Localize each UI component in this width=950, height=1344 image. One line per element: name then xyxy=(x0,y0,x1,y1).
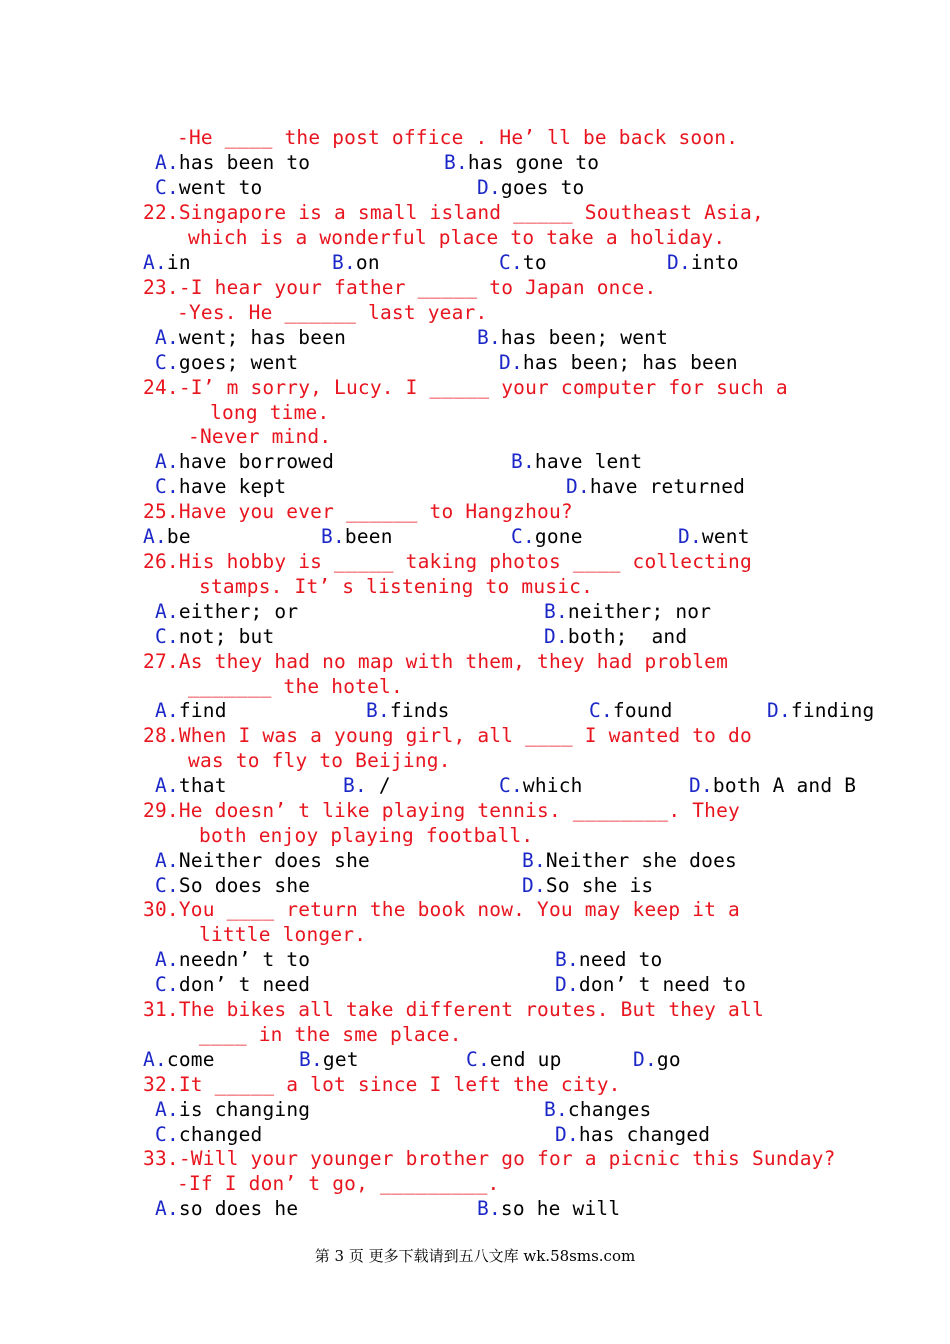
answer-option-c xyxy=(155,351,298,375)
answer-option-a xyxy=(155,948,310,972)
option-text: which xyxy=(522,774,583,797)
option-letter: A xyxy=(155,1197,167,1220)
option-letter: A xyxy=(143,1048,155,1071)
option-letter: C xyxy=(155,1123,167,1146)
answer-option-a xyxy=(143,1048,215,1072)
answer-option-d xyxy=(544,625,687,649)
option-letter: B xyxy=(332,251,344,274)
question-line: 23.-I hear your father _____ to Japan once. xyxy=(143,276,657,299)
answer-option-c xyxy=(499,251,547,275)
answer-option-d xyxy=(555,973,746,997)
option-dot: . xyxy=(166,176,179,199)
option-dot: . xyxy=(488,1197,501,1220)
answer-option-b xyxy=(299,1048,359,1072)
option-dot: . xyxy=(566,973,579,996)
option-dot: . xyxy=(510,251,523,274)
option-letter: B xyxy=(343,774,355,797)
option-letter: A xyxy=(155,600,167,623)
option-text: is changing xyxy=(178,1098,311,1121)
answer-option-b xyxy=(343,774,391,798)
option-dot: . xyxy=(522,525,535,548)
option-letter: A xyxy=(143,251,155,274)
answer-option-d xyxy=(566,475,745,499)
question-line: 25.Have you ever ______ to Hangzhou? xyxy=(143,500,573,523)
answer-option-d xyxy=(678,525,750,549)
option-text: went; has been xyxy=(178,326,347,349)
answer-option-d xyxy=(689,774,856,798)
option-dot: . xyxy=(166,774,179,797)
option-text: to xyxy=(522,251,547,274)
question-line: 26.His hobby is _____ taking photos ____ collecting xyxy=(143,550,752,573)
question-line: -He ____ the post office . He’ ll be back soon. xyxy=(177,126,739,149)
option-dot: . xyxy=(310,1048,323,1071)
option-dot: . xyxy=(689,525,702,548)
option-text: has been; has been xyxy=(522,351,738,374)
option-dot: . xyxy=(154,525,167,548)
option-dot: . xyxy=(678,251,691,274)
option-text: either; or xyxy=(178,600,299,623)
option-text: be xyxy=(166,525,191,548)
option-text: so he will xyxy=(500,1197,621,1220)
option-dot: . xyxy=(555,1098,568,1121)
option-text: Neither does she xyxy=(178,849,370,872)
question-line: 22.Singapore is a small island _____ Southeast Asia, xyxy=(143,201,764,224)
option-dot: . xyxy=(700,774,713,797)
option-dot: . xyxy=(566,948,579,971)
answer-option-c xyxy=(155,1123,263,1147)
question-line: 32.It _____ a lot since I left the city. xyxy=(143,1073,621,1096)
answer-option-b xyxy=(332,251,380,275)
option-text: in xyxy=(166,251,191,274)
option-text: end up xyxy=(489,1048,562,1071)
option-dot: . xyxy=(510,774,523,797)
option-text: not; but xyxy=(178,625,275,648)
option-text: So does she xyxy=(178,874,311,897)
option-text: has gone to xyxy=(467,151,600,174)
option-dot: . xyxy=(510,351,523,374)
option-dot: . xyxy=(455,151,468,174)
option-text: changed xyxy=(178,1123,263,1146)
question-line: was to fly to Beijing. xyxy=(188,749,451,772)
answer-option-c xyxy=(155,874,310,898)
question-line: _______ the hotel. xyxy=(188,675,403,698)
answer-option-c xyxy=(499,774,583,798)
option-text: both A and B xyxy=(712,774,857,797)
option-text: goes to xyxy=(500,176,585,199)
option-text: both; and xyxy=(567,625,688,648)
option-dot: . xyxy=(644,1048,657,1071)
option-text: finds xyxy=(389,699,450,722)
option-text: neither; nor xyxy=(567,600,712,623)
answer-option-b xyxy=(511,450,642,474)
option-letter: D xyxy=(566,475,578,498)
option-letter: B xyxy=(522,849,534,872)
option-dot: . xyxy=(166,625,179,648)
option-dot: . xyxy=(555,600,568,623)
option-text: has been to xyxy=(178,151,311,174)
answer-option-d xyxy=(767,699,875,723)
option-letter: B xyxy=(299,1048,311,1071)
option-text: so does he xyxy=(178,1197,299,1220)
answer-option-b xyxy=(477,326,668,350)
answer-option-a xyxy=(155,774,227,798)
option-text: that xyxy=(178,774,227,797)
option-letter: D xyxy=(522,874,534,897)
answer-option-a xyxy=(143,251,191,275)
option-text: went xyxy=(701,525,750,548)
option-text: / xyxy=(366,774,391,797)
option-letter: A xyxy=(155,774,167,797)
option-letter: C xyxy=(511,525,523,548)
question-line: little longer. xyxy=(199,923,367,946)
option-letter: B xyxy=(477,1197,489,1220)
option-dot: . xyxy=(166,849,179,872)
answer-option-a xyxy=(155,600,298,624)
answer-option-c xyxy=(155,973,310,997)
option-dot: . xyxy=(166,151,179,174)
option-text: come xyxy=(166,1048,215,1071)
option-dot: . xyxy=(533,874,546,897)
answer-option-a xyxy=(143,525,191,549)
question-line: ____ in the sme place. xyxy=(199,1023,462,1046)
option-letter: D xyxy=(633,1048,645,1071)
option-dot: . xyxy=(166,1123,179,1146)
answer-option-b xyxy=(555,948,663,972)
answer-option-c xyxy=(155,625,274,649)
option-letter: A xyxy=(155,1098,167,1121)
option-text: finding xyxy=(790,699,875,722)
question-line: 30.You ____ return the book now. You may keep it a xyxy=(143,898,740,921)
question-line: 33.-Will your younger brother go for a picnic this Sunday? xyxy=(143,1147,836,1170)
option-dot: . xyxy=(600,699,613,722)
answer-option-d xyxy=(499,351,738,375)
option-dot: . xyxy=(332,525,345,548)
answer-option-c xyxy=(589,699,673,723)
option-text: has been; went xyxy=(500,326,669,349)
option-letter: D xyxy=(767,699,779,722)
answer-option-c xyxy=(155,176,263,200)
option-letter: C xyxy=(155,475,167,498)
option-dot: . xyxy=(488,176,501,199)
question-line: which is a wonderful place to take a holiday. xyxy=(188,226,726,249)
option-letter: A xyxy=(143,525,155,548)
answer-option-a xyxy=(155,1098,310,1122)
option-letter: C xyxy=(466,1048,478,1071)
answer-option-d xyxy=(555,1123,710,1147)
option-dot: . xyxy=(166,1098,179,1121)
question-line: long time. xyxy=(210,401,330,424)
option-dot: . xyxy=(166,1197,179,1220)
option-letter: D xyxy=(678,525,690,548)
question-line: 29.He doesn’ t like playing tennis. ________. They xyxy=(143,799,740,822)
question-line: 24.-I’ m sorry, Lucy. I _____ your computer for such a xyxy=(143,376,788,399)
option-dot: . xyxy=(166,475,179,498)
option-letter: D xyxy=(477,176,489,199)
option-letter: C xyxy=(155,625,167,648)
page-footer: 第 3 页 更多下载请到五八文库 wk.58sms.com xyxy=(314,1247,636,1265)
option-text: gone xyxy=(534,525,583,548)
option-letter: B xyxy=(321,525,333,548)
option-dot: . xyxy=(166,699,179,722)
option-text: found xyxy=(612,699,673,722)
answer-option-d xyxy=(522,874,653,898)
option-dot: . xyxy=(555,625,568,648)
option-text: Neither she does xyxy=(545,849,737,872)
option-text: need to xyxy=(578,948,663,971)
option-letter: A xyxy=(155,849,167,872)
option-text: has changed xyxy=(578,1123,711,1146)
answer-option-a xyxy=(155,151,310,175)
option-text: have kept xyxy=(178,475,287,498)
answer-option-b xyxy=(522,849,737,873)
option-letter: C xyxy=(155,351,167,374)
option-letter: A xyxy=(155,699,167,722)
option-letter: D xyxy=(667,251,679,274)
option-text: don’ t need to xyxy=(578,973,747,996)
question-line: 28.When I was a young girl, all ____ I wanted to do xyxy=(143,724,752,747)
question-line: stamps. It’ s listening to music. xyxy=(199,575,594,598)
question-line: 31.The bikes all take different routes. But they all xyxy=(143,998,764,1021)
option-letter: B xyxy=(511,450,523,473)
answer-option-d xyxy=(667,251,739,275)
answer-option-b xyxy=(444,151,599,175)
option-letter: D xyxy=(689,774,701,797)
answer-option-d xyxy=(633,1048,681,1072)
option-dot: . xyxy=(166,326,179,349)
option-text: been xyxy=(344,525,393,548)
answer-option-c xyxy=(511,525,583,549)
option-dot: . xyxy=(166,973,179,996)
option-dot: . xyxy=(166,874,179,897)
option-text: on xyxy=(355,251,380,274)
option-letter: C xyxy=(499,251,511,274)
option-text: changes xyxy=(567,1098,652,1121)
option-letter: D xyxy=(555,1123,567,1146)
option-letter: C xyxy=(155,874,167,897)
option-letter: B xyxy=(444,151,456,174)
option-dot: . xyxy=(354,774,367,797)
option-letter: C xyxy=(589,699,601,722)
answer-option-a xyxy=(155,326,346,350)
option-text: into xyxy=(690,251,739,274)
answer-option-a xyxy=(155,1197,298,1221)
answer-option-c xyxy=(155,475,286,499)
option-dot: . xyxy=(522,450,535,473)
answer-option-a xyxy=(155,699,227,723)
option-dot: . xyxy=(166,600,179,623)
answer-option-b xyxy=(321,525,393,549)
option-letter: D xyxy=(544,625,556,648)
option-letter: A xyxy=(155,450,167,473)
answer-option-b xyxy=(544,600,711,624)
option-letter: A xyxy=(155,326,167,349)
option-letter: D xyxy=(499,351,511,374)
option-text: go xyxy=(656,1048,681,1071)
option-text: went to xyxy=(178,176,263,199)
option-dot: . xyxy=(154,251,167,274)
option-dot: . xyxy=(488,326,501,349)
option-letter: B xyxy=(544,600,556,623)
option-dot: . xyxy=(343,251,356,274)
option-letter: B xyxy=(366,699,378,722)
option-text: So she is xyxy=(545,874,654,897)
option-letter: A xyxy=(155,948,167,971)
answer-option-b xyxy=(477,1197,620,1221)
option-dot: . xyxy=(778,699,791,722)
answer-option-d xyxy=(477,176,585,200)
option-dot: . xyxy=(566,1123,579,1146)
option-letter: C xyxy=(155,973,167,996)
option-dot: . xyxy=(377,699,390,722)
option-dot: . xyxy=(166,450,179,473)
question-line: -If I don’ t go, _________. xyxy=(177,1172,500,1195)
option-letter: D xyxy=(555,973,567,996)
option-dot: . xyxy=(577,475,590,498)
answer-option-a xyxy=(155,450,334,474)
option-text: don’ t need xyxy=(178,973,311,996)
option-text: find xyxy=(178,699,227,722)
question-line: -Yes. He ______ last year. xyxy=(177,301,488,324)
answer-option-b xyxy=(544,1098,652,1122)
option-letter: B xyxy=(477,326,489,349)
option-text: goes; went xyxy=(178,351,299,374)
option-letter: C xyxy=(155,176,167,199)
option-letter: B xyxy=(555,948,567,971)
option-text: needn’ t to xyxy=(178,948,311,971)
option-dot: . xyxy=(166,351,179,374)
answer-option-a xyxy=(155,849,370,873)
answer-option-b xyxy=(366,699,450,723)
option-letter: A xyxy=(155,151,167,174)
option-text: have returned xyxy=(589,475,746,498)
question-line: 27.As they had no map with them, they had problem xyxy=(143,650,729,673)
option-letter: B xyxy=(544,1098,556,1121)
answer-option-c xyxy=(466,1048,562,1072)
option-text: have borrowed xyxy=(178,450,335,473)
option-dot: . xyxy=(533,849,546,872)
option-text: have lent xyxy=(534,450,643,473)
option-letter: C xyxy=(499,774,511,797)
option-dot: . xyxy=(166,948,179,971)
option-text: get xyxy=(322,1048,359,1071)
option-dot: . xyxy=(477,1048,490,1071)
question-line: -Never mind. xyxy=(188,425,332,448)
option-dot: . xyxy=(154,1048,167,1071)
question-line: both enjoy playing football. xyxy=(199,824,534,847)
